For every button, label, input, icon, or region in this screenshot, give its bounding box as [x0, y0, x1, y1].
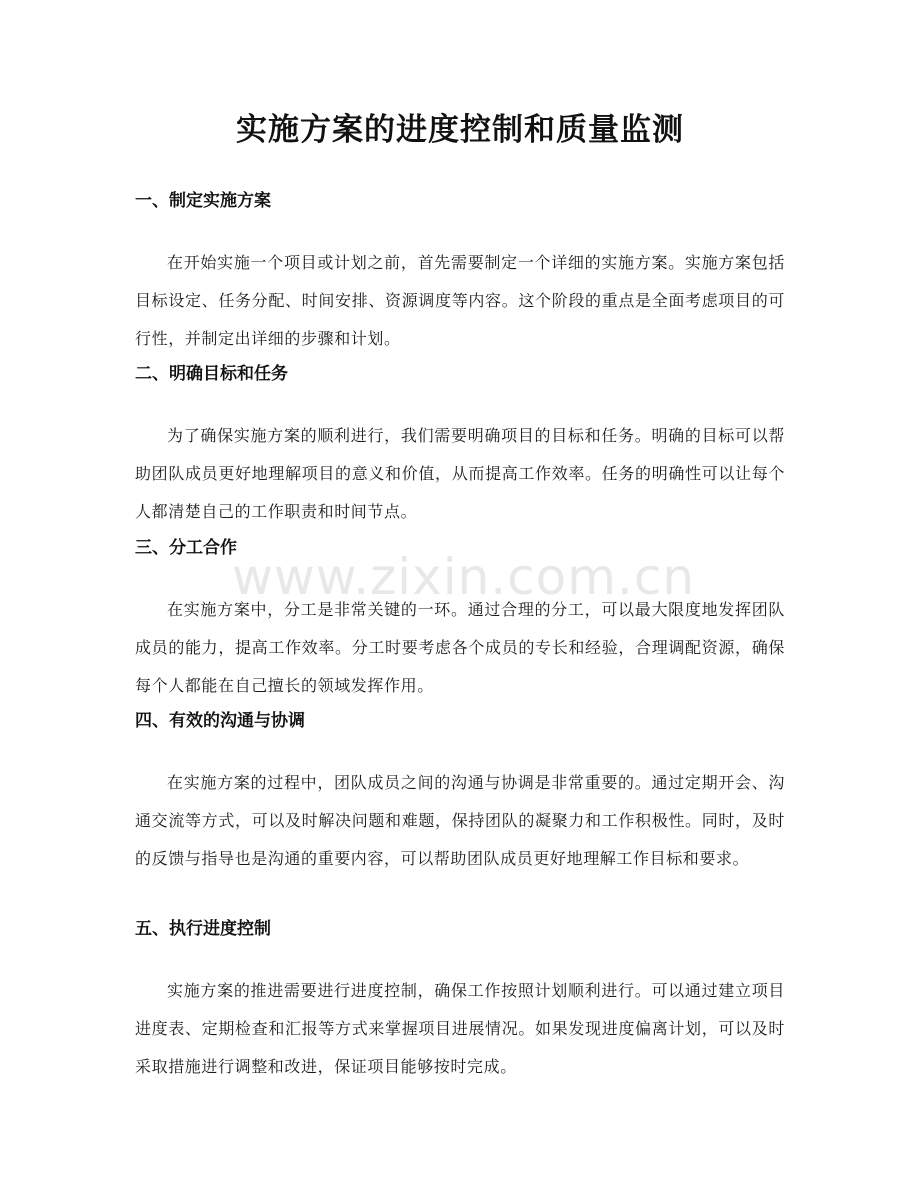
section-heading: 四、有效的沟通与协调: [135, 711, 305, 731]
section-5: [135, 914, 785, 1086]
document-title: 实施方案的进度控制和质量监测: [236, 112, 684, 148]
section-paragraph: 实施方案的推进需要进行进度控制，确保工作按照计划顺利进行。可以通过建立项目进度表、定期检查和汇报等方式来掌握项目进展情况。如果发现进度偏离计划，可以及时采取措施进行调整和改进，保证项目能够按时完成。: [135, 981, 785, 1076]
section-paragraph: 为了确保实施方案的顺利进行，我们需要明确项目的目标和任务。明确的目标可以帮助团队成员更好地理解项目的意义和价值，从而提高工作效率。任务的明确性可以让每个人都清楚自己的工作职责和时间节点。: [135, 426, 785, 521]
section-3: [135, 533, 785, 705]
watermark: www.zixin.com.cn: [232, 548, 696, 606]
section-heading: 五、执行进度控制: [135, 919, 271, 939]
section-heading: 二、明确目标和任务: [135, 364, 288, 384]
section-paragraph: 在实施方案的过程中，团队成员之间的沟通与协调是非常重要的。通过定期开会、沟通交流等方式，可以及时解决问题和难题，保持团队的凝聚力和工作积极性。同时，及时的反馈与指导也是沟通的重要内容，可以帮助团队成员更好地理解工作目标和要求。: [135, 773, 785, 868]
section-heading: 三、分工合作: [135, 538, 237, 558]
section-4: [135, 706, 785, 878]
section-1: [135, 186, 785, 358]
section-paragraph: 在实施方案中，分工是非常关键的一环。通过合理的分工，可以最大限度地发挥团队成员的能力，提高工作效率。分工时要考虑各个成员的专长和经验，合理调配资源，确保每个人都能在自己擅长的领域发挥作用。: [135, 600, 785, 695]
section-heading: 一、制定实施方案: [135, 191, 271, 211]
section-paragraph: 在开始实施一个项目或计划之前，首先需要制定一个详细的实施方案。实施方案包括目标设定、任务分配、时间安排、资源调度等内容。这个阶段的重点是全面考虑项目的可行性，并制定出详细的步骤和计划。: [135, 253, 785, 348]
section-2: [135, 359, 785, 531]
